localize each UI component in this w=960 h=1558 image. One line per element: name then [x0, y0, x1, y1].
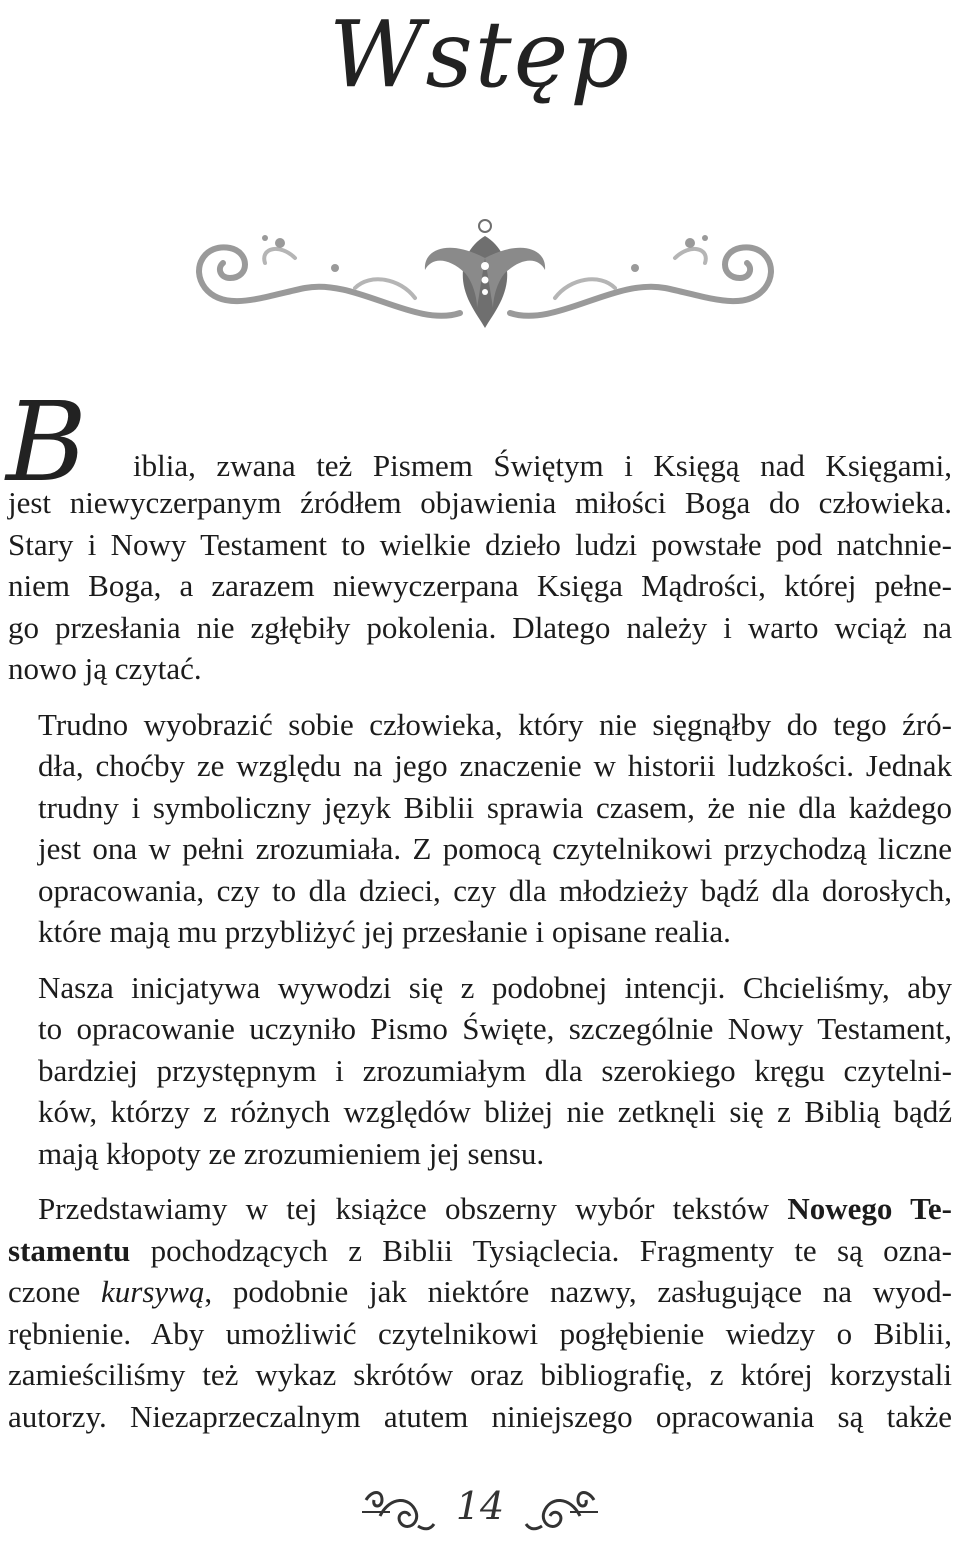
chapter-title: Wstęp: [328, 1, 632, 108]
text-line: go przesłania nie zgłębiły pokolenia. Dlatego należy i warto wciąż na: [8, 609, 952, 645]
page-footer: [0, 1478, 960, 1548]
body-text: [6, 378, 953, 1437]
text-line: jest niewyczerpanym źródłem objawienia miłości Boga do człowieka.: [8, 485, 952, 520]
text-run: , podobnie jak niektóre nazwy, zasługujące na wyod-: [204, 1274, 952, 1309]
text-line: [8, 1271, 952, 1313]
text-run: Przedstawiamy w tej książce obszerny wybór tekstów: [38, 1191, 788, 1226]
floral-scroll-ornament-icon: [185, 218, 785, 333]
bold-term: stamentu: [8, 1232, 131, 1268]
text-line: trudny i symboliczny język Biblii sprawia czasem, że nie dla każdego: [38, 789, 952, 825]
text-line: jest ona w pełni zrozumiała. Z pomocą czytelnikowi przychodzą liczne: [38, 831, 952, 866]
text-line: zamieściliśmy też wykaz skrótów oraz bibliografię, z której korzystali: [8, 1357, 952, 1392]
text-line: bardziej przystępnym i zrozumiałym dla szerokiego kręgu czytelni-: [38, 1052, 952, 1088]
text-line: [8, 1230, 952, 1272]
paragraph-1: [6, 378, 952, 690]
paragraph-4: [8, 1188, 952, 1437]
text-line: to opracowanie uczyniło Pismo Święte, szczególnie Nowy Testament,: [38, 1011, 952, 1046]
bold-term: Nowego Te-: [787, 1191, 953, 1226]
paragraph-3: [8, 967, 952, 1175]
italic-term: kursywą: [101, 1274, 205, 1309]
text-line: opracowania, czy to dla dzieci, czy dla młodzieży bądź dla dorosłych,: [38, 872, 952, 908]
flourish-icon: [520, 1486, 600, 1538]
text-line: Nasza inicjatywa wywodzi się z podobnej intencji. Chcieliśmy, aby: [38, 969, 952, 1005]
text-line: Trudno wyobrazić sobie człowieka, który nie sięgnąłby do tego źró-: [38, 706, 952, 742]
page-number: 14: [455, 1484, 505, 1528]
text-line: mają kłopoty ze zrozumieniem jej sensu.: [38, 1135, 545, 1171]
text-line: dła, choćby ze względu na jego znaczenie w historii ludzkości. Jednak: [38, 748, 952, 783]
text-line: Stary i Nowy Testament to wielkie dzieło ludzi powstałe pod natchnie-: [8, 526, 952, 562]
text-line: nowo ją czytać.: [8, 651, 202, 686]
text-line: niem Boga, a zarazem niewyczerpana Księga Mądrości, której pełne-: [8, 568, 952, 603]
text-line: rębnienie. Aby umożliwić czytelnikowi pogłębienie wiedzy o Biblii,: [8, 1315, 952, 1351]
text-run: czone: [8, 1274, 102, 1309]
flourish-icon: [360, 1486, 440, 1538]
text-line: autorzy. Niezaprzeczalnym atutem niniejszego opracowania są także: [8, 1398, 952, 1434]
text-line: [8, 1188, 952, 1230]
text-line: ków, którzy z różnych względów bliżej nie zetknęli się z Biblią bądź: [38, 1094, 952, 1129]
text-line: iblia, zwana też Pismem Świętym i Księgą nad Księgami,: [133, 447, 952, 483]
drop-cap: B: [6, 378, 87, 506]
paragraph-2: [8, 704, 952, 953]
text-run: pochodzących z Biblii Tysiąclecia. Fragmenty te są ozna-: [130, 1232, 952, 1268]
text-line: które mają mu przybliżyć jej przesłanie i opisane realia.: [38, 914, 731, 949]
